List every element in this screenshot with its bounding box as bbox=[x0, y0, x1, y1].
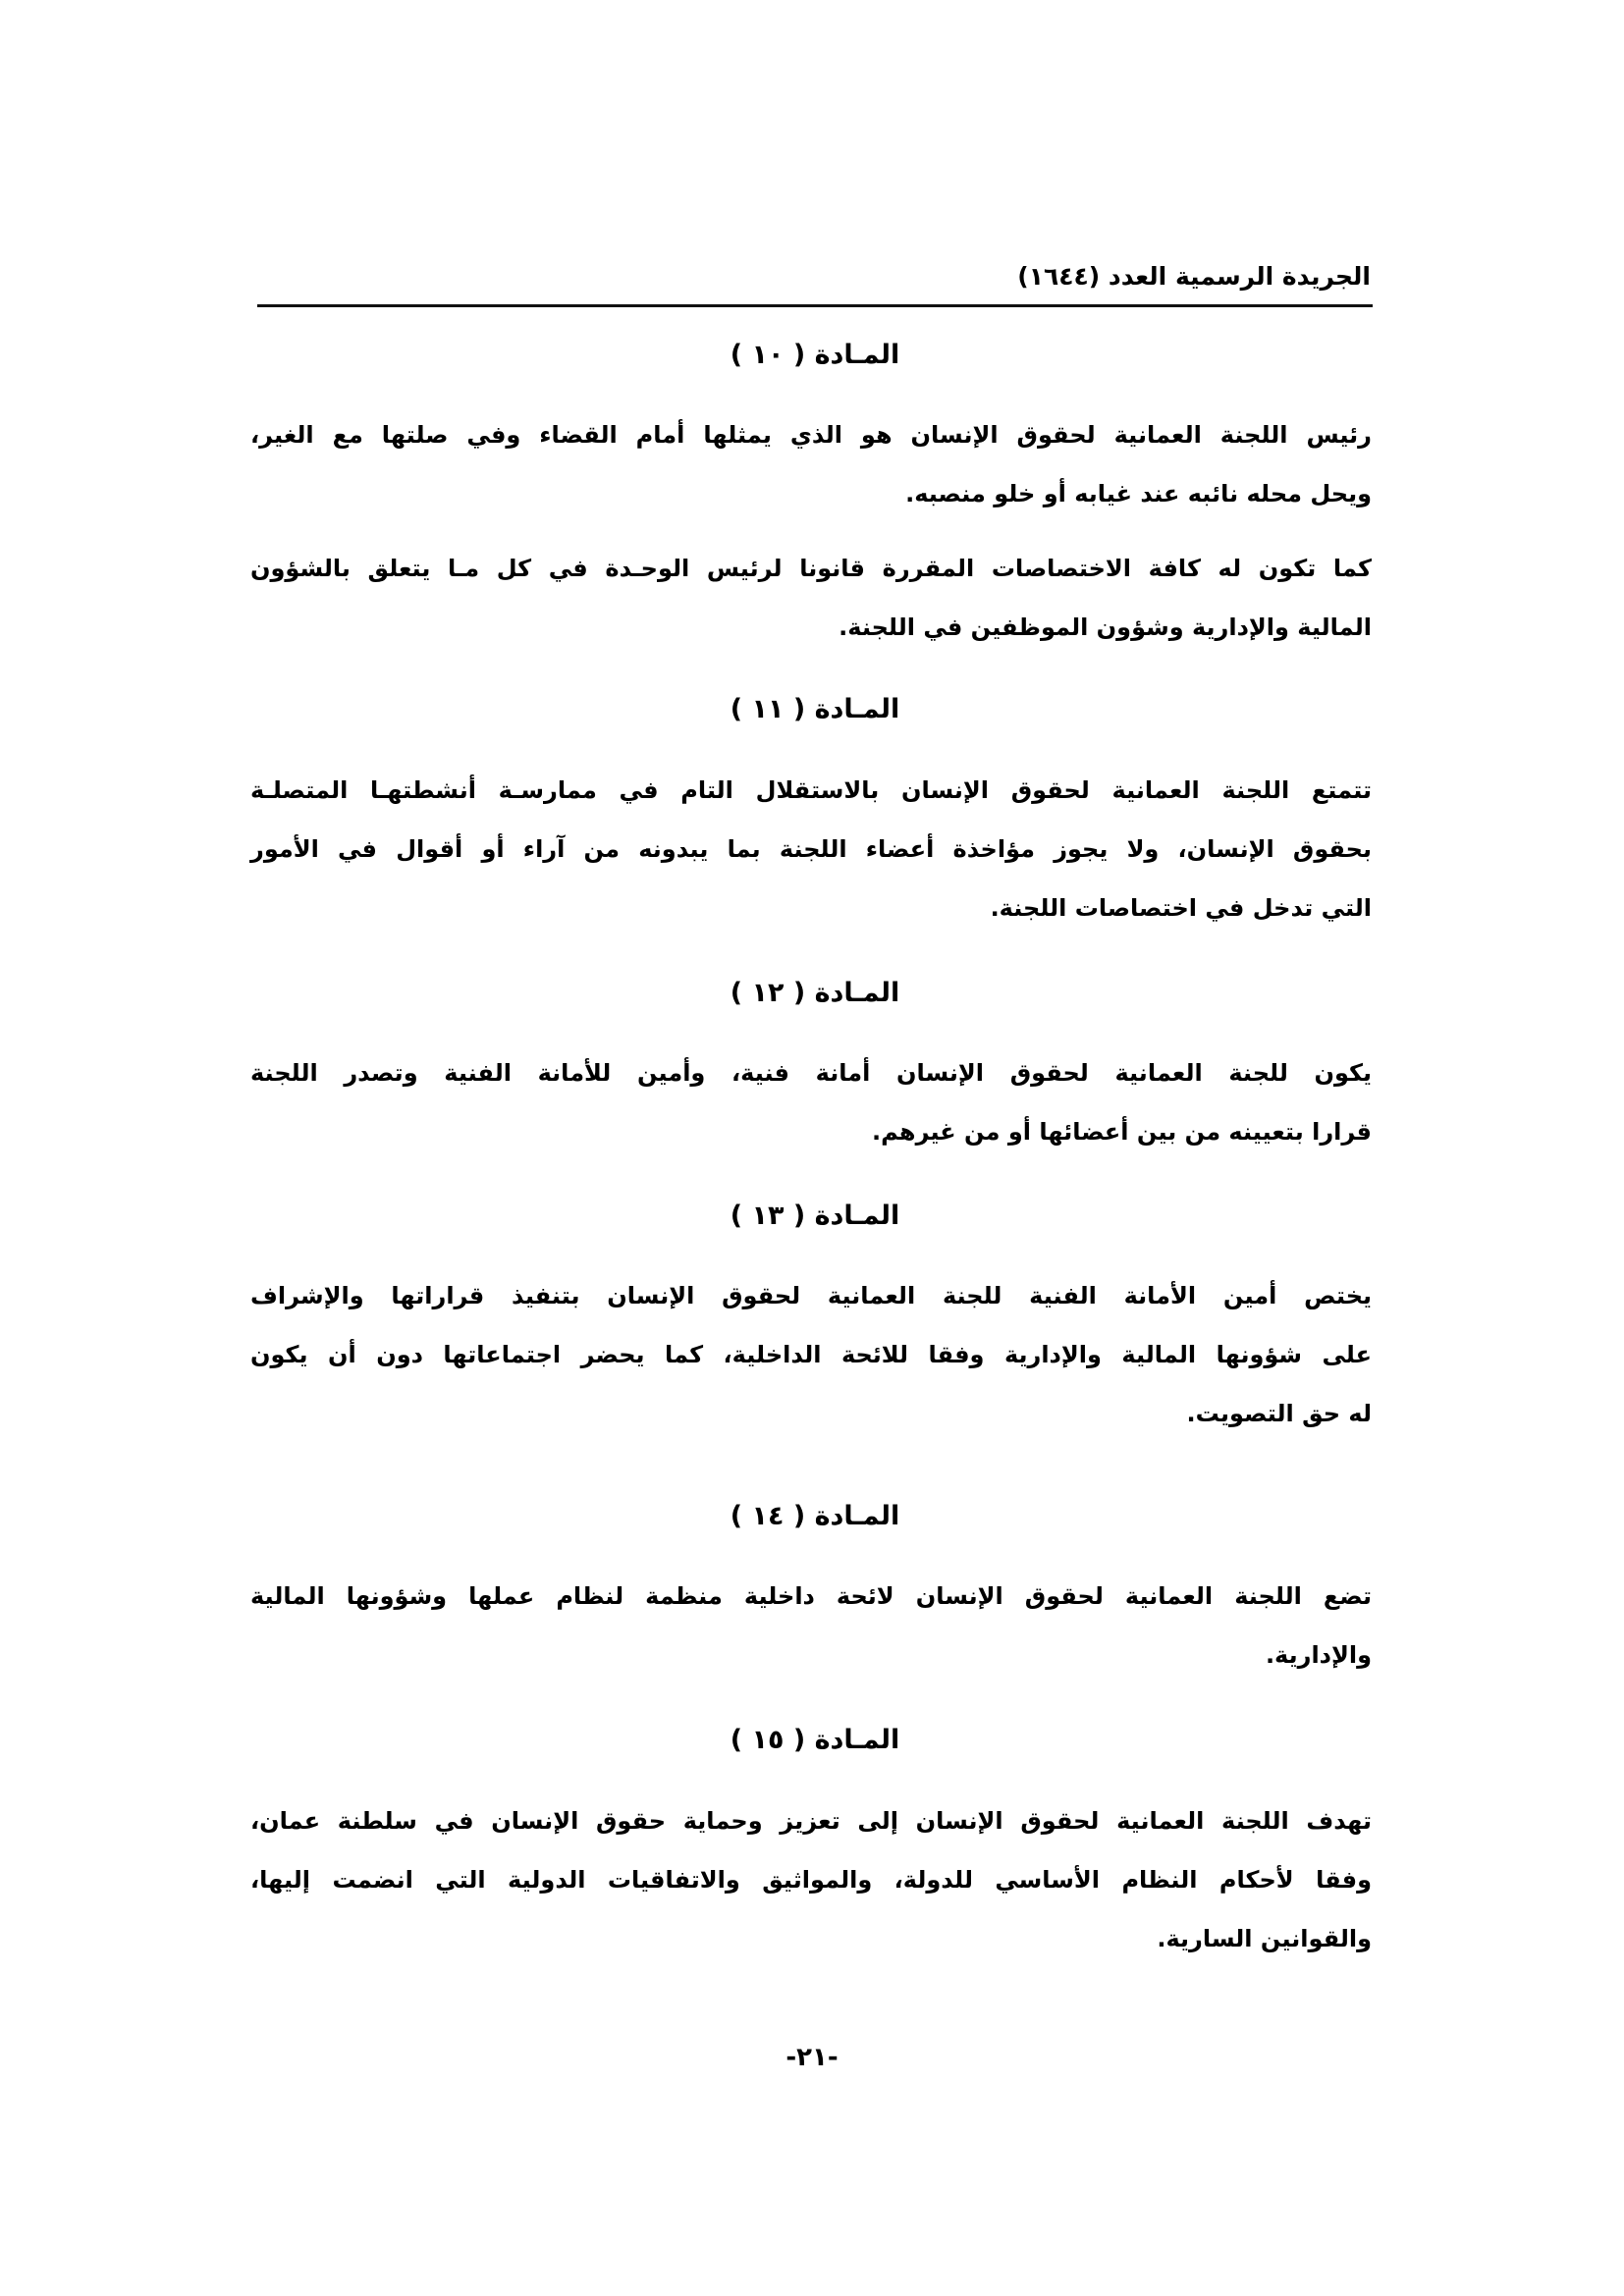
page-number: -٢١- bbox=[785, 2043, 839, 2072]
running-header: الجريدة الرسمية العدد (١٦٤٤) bbox=[1017, 262, 1371, 291]
article-heading-14: المـادة ( ١٤ ) bbox=[730, 1501, 900, 1531]
article-heading-11: المـادة ( ١١ ) bbox=[730, 694, 900, 724]
article-11-line-1: تتمتع اللجنة العمانية لحقوق الإنسان بالاستقلال التام في ممارسـة أنشطتهـا المتصلـة bbox=[250, 776, 1372, 804]
article-11-line-2: بحقوق الإنسان، ولا يجوز مؤاخذة أعضاء اللجنة بما يبدونه من آراء أو أقوال في الأمور bbox=[250, 835, 1372, 863]
article-15-line-2: وفقا لأحكام النظام الأساسي للدولة، والمواثيق والاتفاقيات الدولية التي انضمت إليها، bbox=[250, 1866, 1372, 1894]
article-heading-10: المـادة ( ١٠ ) bbox=[730, 340, 900, 370]
article-10-line-2: ويحل محله نائبه عند غيابه أو خلو منصبه. bbox=[905, 480, 1372, 507]
article-10-line-4: المالية والإدارية وشؤون الموظفين في اللجنة. bbox=[839, 614, 1372, 641]
article-13-line-3: له حق التصويت. bbox=[1186, 1400, 1372, 1427]
article-heading-12: المـادة ( ١٢ ) bbox=[730, 978, 900, 1008]
article-12-line-2: قرارا بتعيينه من بين أعضائها أو من غيرهم. bbox=[871, 1118, 1372, 1146]
article-14-line-2: والإدارية. bbox=[1265, 1641, 1372, 1669]
article-10-line-3: كما تكون له كافة الاختصاصات المقررة قانونا لرئيس الوحـدة في كل مـا يتعلق بالشؤون bbox=[250, 555, 1372, 582]
article-14-line-1: تضع اللجنة العمانية لحقوق الإنسان لائحة داخلية منظمة لنظام عملها وشؤونها المالية bbox=[250, 1582, 1372, 1610]
article-12-line-1: يكون للجنة العمانية لحقوق الإنسان أمانة فنية، وأمين للأمانة الفنية وتصدر اللجنة bbox=[250, 1059, 1372, 1087]
article-10-line-1: رئيس اللجنة العمانية لحقوق الإنسان هو الذي يمثلها أمام القضاء وفي صلتها مع الغير، bbox=[250, 421, 1372, 449]
article-13-line-2: على شؤونها المالية والإدارية وفقا للائحة الداخلية، كما يحضر اجتماعاتها دون أن يكون bbox=[250, 1341, 1372, 1368]
article-15-line-3: والقوانين السارية. bbox=[1157, 1925, 1372, 1952]
article-heading-13: المـادة ( ١٣ ) bbox=[730, 1201, 900, 1231]
article-11-line-3: التي تدخل في اختصاصات اللجنة. bbox=[990, 894, 1372, 922]
article-15-line-1: تهدف اللجنة العمانية لحقوق الإنسان إلى تعزيز وحماية حقوق الإنسان في سلطنة عمان، bbox=[250, 1807, 1372, 1835]
article-heading-15: المـادة ( ١٥ ) bbox=[730, 1725, 900, 1755]
article-13-line-1: يختص أمين الأمانة الفنية للجنة العمانية لحقوق الإنسان بتنفيذ قراراتها والإشراف bbox=[250, 1282, 1372, 1309]
header-rule bbox=[257, 304, 1373, 307]
